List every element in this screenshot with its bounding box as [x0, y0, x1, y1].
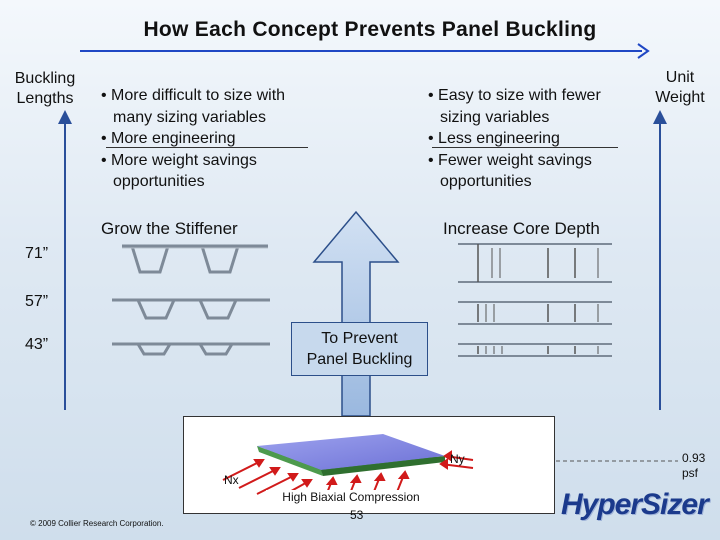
- length-57: 57”: [25, 293, 49, 310]
- left-bullet-3: • More weight savings opportunities: [101, 150, 321, 193]
- buckling-lengths-label: [4, 69, 86, 109]
- page-number: 53: [350, 508, 364, 522]
- buckling-lengths-label-line-2: Lengths: [16, 90, 74, 107]
- right-bullet-1: • Easy to size with fewer sizing variables: [428, 85, 628, 128]
- grow-stiffener-bullets: [101, 85, 321, 193]
- hypersizer-logo: [561, 488, 708, 522]
- length-43: 43”: [25, 336, 49, 353]
- core-profile-57: [458, 302, 612, 324]
- left-bullet-1: • More difficult to size with many sizing variables: [101, 85, 321, 128]
- ny-label: Ny: [450, 452, 465, 466]
- to-prevent-line-1: To Prevent: [321, 330, 398, 347]
- core-profile-43: [458, 344, 612, 356]
- stiffener-profile-71: [122, 246, 268, 272]
- right-bullet-3: • Fewer weight savings opportunities: [428, 150, 628, 193]
- right-bullet-2: • Less engineering: [428, 128, 628, 150]
- unit-weight-axis-arrow: [653, 110, 667, 410]
- logo-text: HyperSizer: [561, 488, 708, 521]
- copyright-notice: © 2009 Collier Research Corporation.: [30, 519, 164, 528]
- increase-core-bullets: [428, 85, 628, 193]
- buckling-lengths-label-line-1: Buckling: [14, 70, 76, 87]
- left-bullet-2: • More engineering: [101, 128, 321, 150]
- to-prevent-buckling-box: [291, 322, 428, 376]
- weight-value: [682, 451, 705, 481]
- stiffener-profile-57: [112, 300, 270, 318]
- left-divider: [106, 147, 308, 148]
- weight-value-number: 0.93: [682, 451, 706, 465]
- weight-value-unit: psf: [682, 466, 699, 480]
- nx-label: Nx: [224, 473, 239, 487]
- increase-core-depth-heading: Increase Core Depth: [443, 219, 600, 238]
- buckling-length-axis-arrow: [58, 110, 72, 410]
- stiffener-profile-43: [112, 344, 270, 354]
- to-prevent-line-2: Panel Buckling: [306, 351, 413, 368]
- load-caption: High Biaxial Compression: [266, 490, 436, 504]
- unit-weight-label-line-1: Unit: [665, 69, 695, 86]
- unit-weight-label: [640, 68, 720, 108]
- length-71: 71”: [25, 245, 49, 262]
- title-underline-arrow: [80, 44, 648, 58]
- grow-stiffener-heading: Grow the Stiffener: [101, 219, 238, 238]
- big-up-arrow: [314, 212, 398, 416]
- page-title: How Each Concept Prevents Panel Buckling: [143, 18, 597, 41]
- right-divider: [432, 147, 618, 148]
- core-profile-71: [458, 244, 612, 282]
- unit-weight-label-line-2: Weight: [655, 89, 705, 106]
